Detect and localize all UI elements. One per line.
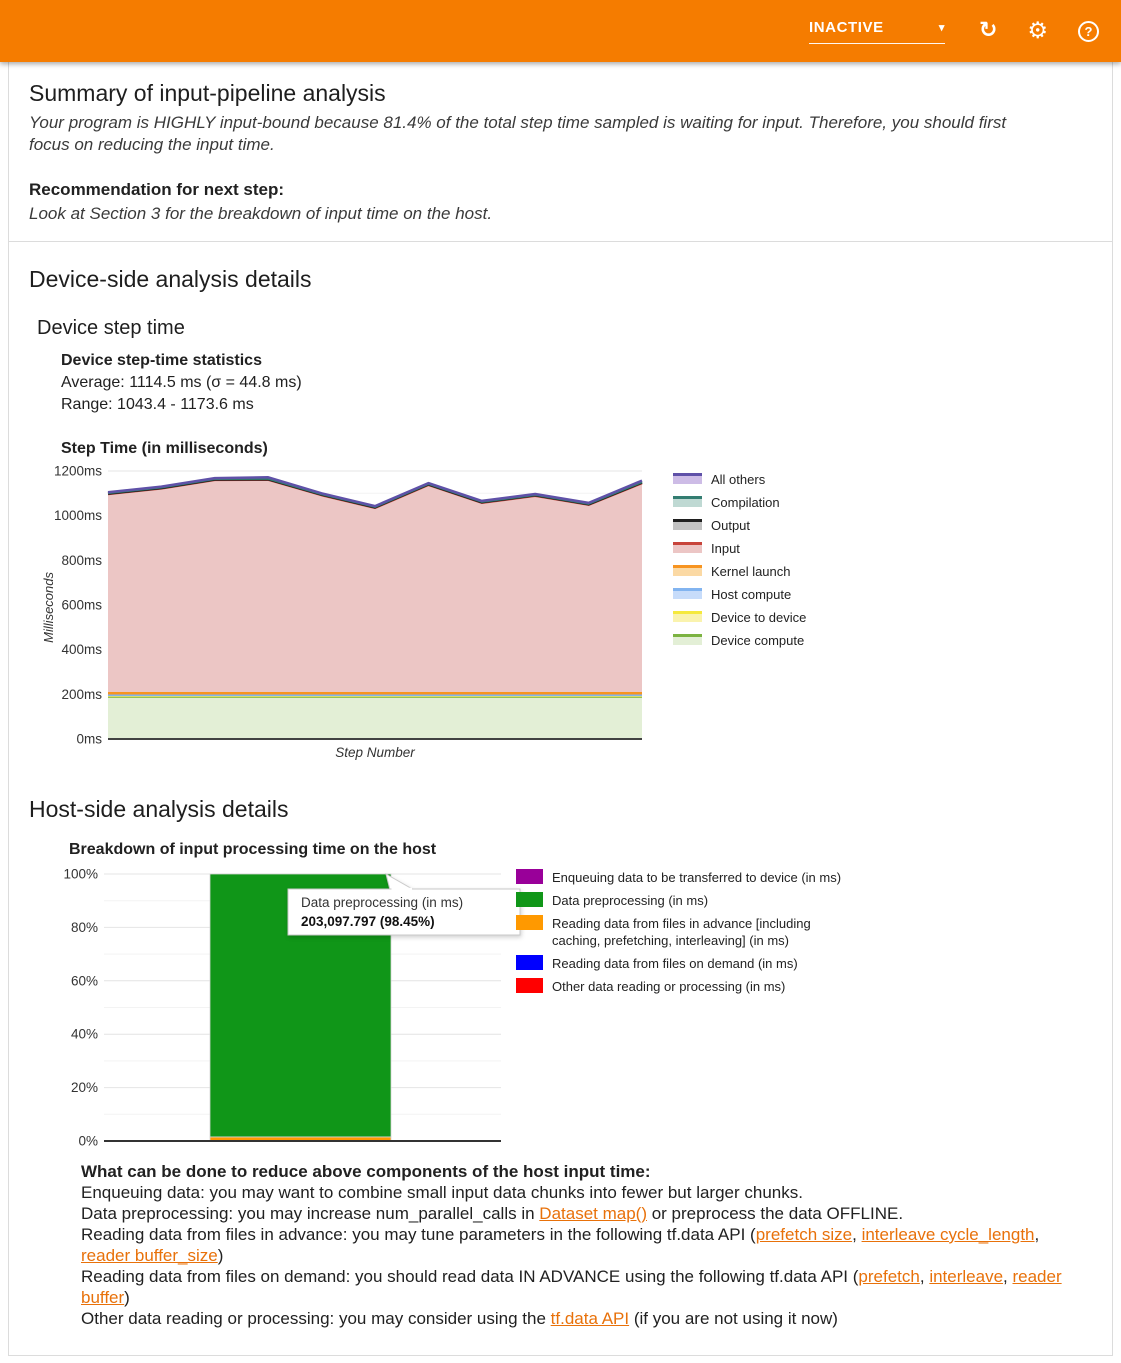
svg-text:400ms: 400ms [61, 642, 102, 658]
legend-item: Reading data from files in advance [including caching, prefetching, interleaving] (in ms) [516, 915, 852, 949]
recommendation-text: Look at Section 3 for the breakdown of input time on the host. [29, 204, 493, 223]
device-step-time-stats [61, 350, 1092, 416]
compilation-swatch-icon [673, 496, 702, 507]
device-section-title: Device-side analysis details [29, 266, 312, 292]
reading-in-advance-swatch-icon [516, 915, 543, 930]
legend-item: Data preprocessing (in ms) [516, 892, 852, 909]
kernel-launch-swatch-icon [673, 565, 702, 576]
legend-item: Compilation [673, 495, 806, 510]
summary-section [9, 62, 1112, 241]
legend-item: Reading data from files on demand (in ms) [516, 955, 852, 972]
host-advice-block [81, 1161, 1112, 1329]
svg-text:1000ms: 1000ms [53, 508, 102, 524]
tooltip-series-label: Data preprocessing (in ms) [301, 895, 464, 910]
svg-text:0ms: 0ms [76, 731, 102, 747]
refresh-icon[interactable]: ↻ [978, 18, 998, 43]
data-preprocessing-swatch-icon [516, 892, 543, 907]
svg-text:0%: 0% [78, 1133, 98, 1149]
link-reader-buffer-size[interactable]: reader buffer_size [81, 1246, 218, 1265]
legend-item: Host compute [673, 587, 806, 602]
enqueuing-swatch-icon [516, 869, 543, 884]
link-prefetch[interactable]: prefetch [858, 1267, 920, 1286]
device-plot-layer [54, 464, 642, 761]
svg-text:40%: 40% [70, 1026, 98, 1042]
svg-text:800ms: 800ms [61, 552, 102, 568]
settings-gear-icon[interactable]: ⚙ [1027, 17, 1048, 44]
host-chart-title: Breakdown of input processing time on the host [69, 841, 437, 858]
legend-item: Kernel launch [673, 564, 806, 579]
link-reader[interactable]: reader [1012, 1267, 1062, 1286]
svg-text:Step Number: Step Number [335, 745, 415, 760]
stats-range: Range: 1043.4 - 1173.6 ms [61, 396, 254, 413]
device-step-time-chart[interactable] [53, 462, 661, 772]
device-chart-y-axis-label: Milliseconds [40, 571, 56, 643]
summary-description: Your program is HIGHLY input-bound because 81.4% of the total step time sampled is waiting for input. Therefore, you should first focus on reducing the input time. [29, 113, 1007, 154]
link-prefetch-size[interactable]: prefetch size [755, 1225, 853, 1244]
output-swatch-icon [673, 519, 702, 530]
svg-text:80%: 80% [70, 919, 98, 935]
advice-reading-demand: Reading data from files on demand: you should read data IN ADVANCE using the following tf.data API (prefetch, interleave, reader buffer) [81, 1267, 1062, 1307]
stats-average: Average: 1114.5 ms (σ = 44.8 ms) [61, 374, 302, 391]
reading-on-demand-swatch-icon [516, 955, 543, 970]
summary-title: Summary of input-pipeline analysis [29, 80, 386, 106]
device-chart-title: Step Time (in milliseconds) [61, 440, 268, 457]
device-compute-swatch-icon [673, 634, 702, 645]
legend-item: Other data reading or processing (in ms) [516, 978, 852, 995]
device-step-time-subtitle: Device step time [37, 317, 185, 339]
app-header [0, 0, 1121, 62]
host-chart-legend [516, 863, 852, 1001]
svg-text:20%: 20% [70, 1080, 98, 1096]
svg-text:100%: 100% [63, 866, 98, 882]
run-status-dropdown[interactable] [809, 19, 945, 44]
host-analysis-section [9, 772, 1112, 1329]
svg-text:600ms: 600ms [61, 597, 102, 613]
link-tf-data-api[interactable]: tf.data API [550, 1309, 630, 1328]
host-breakdown-chart[interactable] [56, 863, 512, 1153]
link-interleave[interactable]: interleave [929, 1267, 1004, 1286]
device-analysis-section [9, 242, 1112, 772]
advice-heading: What can be done to reduce above components of the host input time: [81, 1162, 651, 1181]
advice-other: Other data reading or processing: you may consider using the tf.data API (if you are not using it now) [81, 1309, 838, 1328]
link-dataset-map[interactable]: Dataset map() [539, 1204, 647, 1223]
link-buffer[interactable]: buffer [81, 1288, 125, 1307]
run-status-label: INACTIVE [808, 18, 884, 36]
advice-enqueuing: Enqueuing data: you may want to combine small input data chunks into fewer but larger chunks. [81, 1183, 803, 1202]
advice-reading-advance: Reading data from files in advance: you may tune parameters in the following tf.data API (prefetch size, interleave cycle_length, reader buffer_size) [81, 1225, 1040, 1265]
svg-text:1200ms: 1200ms [53, 463, 102, 479]
legend-item: Output [673, 518, 806, 533]
help-icon[interactable]: ? [1078, 21, 1099, 42]
legend-item: All others [673, 472, 806, 487]
chevron-down-icon: ▾ [938, 21, 945, 34]
stats-heading: Device step-time statistics [61, 352, 262, 369]
host-compute-swatch-icon [673, 588, 702, 599]
input-swatch-icon [673, 542, 702, 553]
recommendation-heading: Recommendation for next step: [29, 180, 285, 199]
advice-preprocessing: Data preprocessing: you may increase num_parallel_calls in Dataset map() or preprocess the data OFFLINE. [81, 1204, 904, 1223]
main-content [8, 62, 1113, 1356]
device-chart-legend [673, 462, 806, 656]
other-reading-swatch-icon [516, 978, 543, 993]
legend-item: Enqueuing data to be transferred to device (in ms) [516, 869, 852, 886]
svg-text:200ms: 200ms [61, 686, 102, 702]
svg-text:60%: 60% [70, 973, 98, 989]
legend-item: Device compute [673, 633, 806, 648]
all-others-swatch-icon [673, 473, 702, 484]
legend-item: Input [673, 541, 806, 556]
legend-item: Device to device [673, 610, 806, 625]
tooltip-value: 203,097.797 (98.45%) [301, 914, 435, 929]
device-to-device-swatch-icon [673, 611, 702, 622]
host-section-title: Host-side analysis details [29, 796, 289, 822]
link-interleave-cycle-length[interactable]: interleave cycle_length [861, 1225, 1035, 1244]
